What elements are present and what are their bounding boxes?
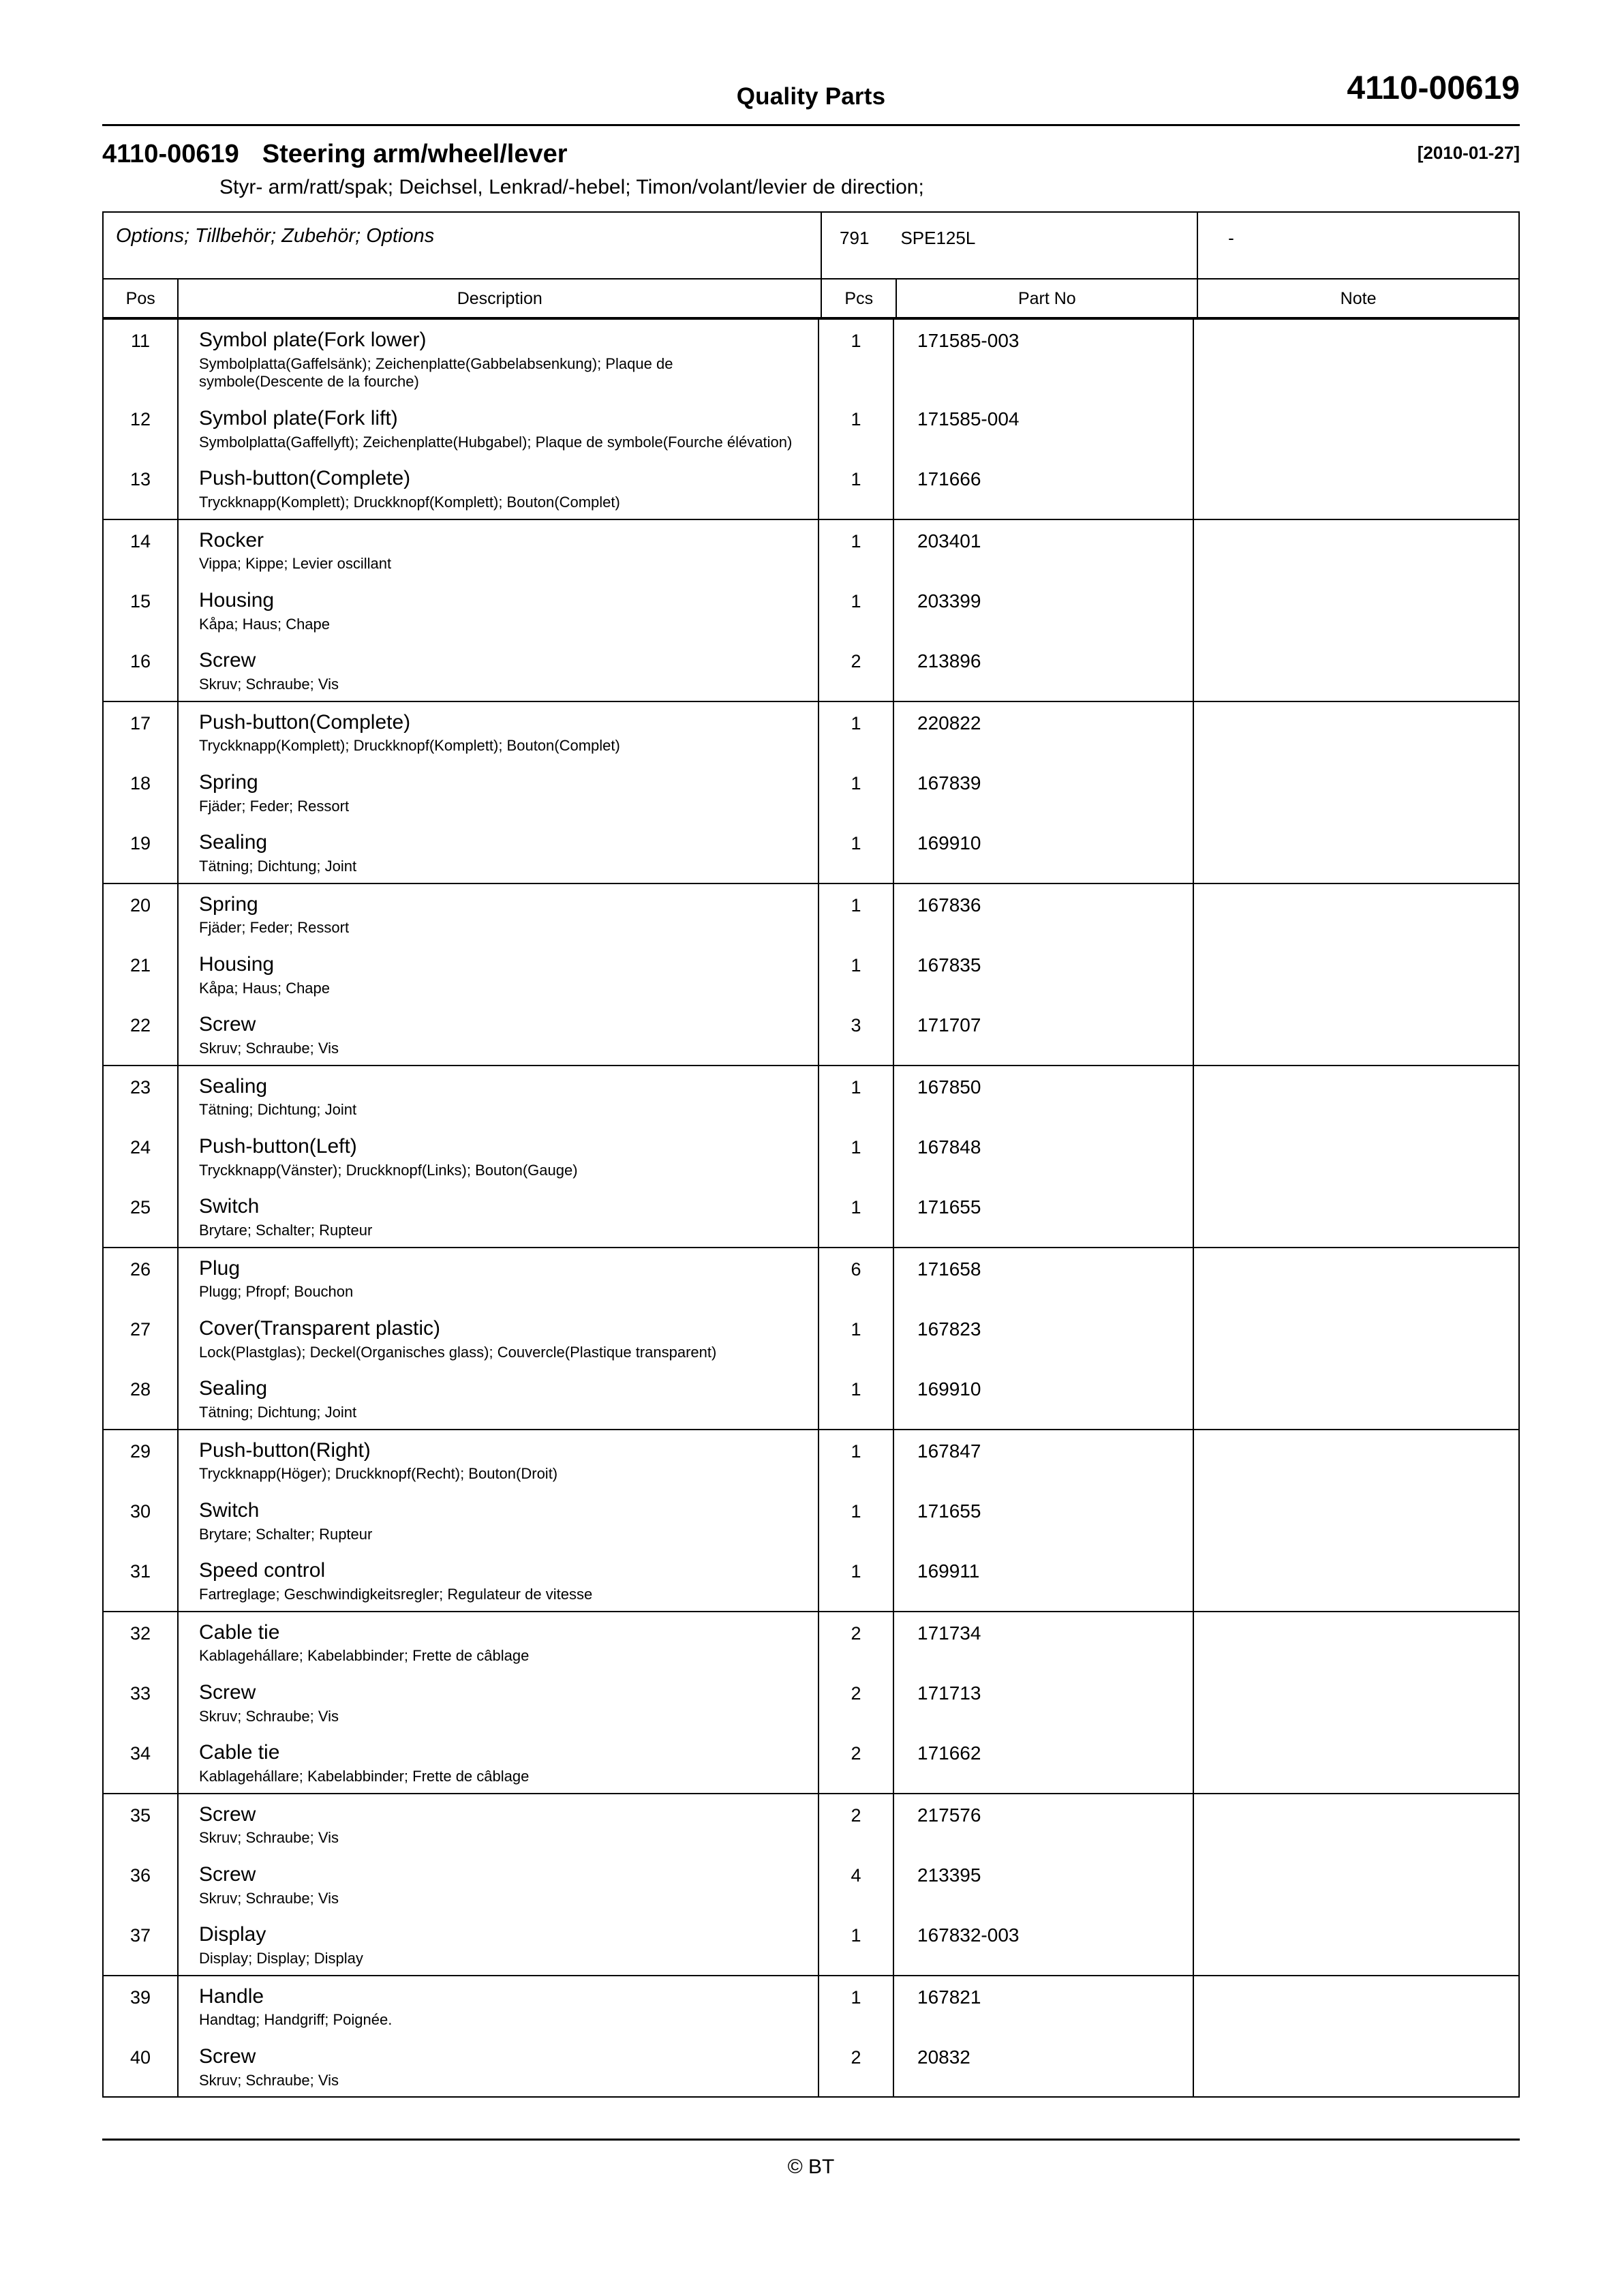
cell-pcs: 1 <box>819 822 894 882</box>
part-name: Housing <box>199 953 275 976</box>
part-name-translations: Symbolplatta(Gaffelsänk); Zeichenplatte(Gabbelabsenkung); Plaque de symbole(Descente de la fourche) <box>199 354 673 391</box>
cell-pcs: 1 <box>819 1976 894 2036</box>
cell-note <box>1194 1854 1518 1914</box>
cell-part-no: 171666 <box>894 458 1194 518</box>
cell-description <box>179 640 819 700</box>
part-name-translations: Fjäder; Feder; Ressort <box>199 797 350 815</box>
table-group-cell <box>103 701 1519 883</box>
cell-note <box>1194 944 1518 1004</box>
cell-part-no: 167836 <box>894 884 1194 944</box>
parts-table <box>102 211 1520 318</box>
table-row <box>104 702 1518 762</box>
column-header-description: Description <box>178 279 821 318</box>
cell-pcs: 1 <box>819 1550 894 1610</box>
table-row <box>104 580 1518 640</box>
cell-note <box>1194 1004 1518 1064</box>
cell-pcs: 2 <box>819 640 894 700</box>
title-block <box>102 126 1520 211</box>
cell-part-no: 217576 <box>894 1794 1194 1854</box>
cell-note <box>1194 1794 1518 1854</box>
part-name-translations: Kablagehállare; Kabelabbinder; Frette de câblage <box>199 1767 530 1785</box>
table-group <box>103 1612 1519 1794</box>
cell-note <box>1194 458 1518 518</box>
table-row <box>104 2036 1518 2096</box>
table-row <box>104 1854 1518 1914</box>
part-name: Cable tie <box>199 1741 280 1764</box>
table-row <box>104 1308 1518 1368</box>
table-row <box>104 762 1518 822</box>
cell-pos: 16 <box>104 640 179 700</box>
table-group <box>103 319 1519 519</box>
cell-pos: 27 <box>104 1308 179 1368</box>
table-row <box>104 1976 1518 2036</box>
options-row <box>103 212 1519 279</box>
part-name: Speed control <box>199 1559 326 1582</box>
cell-note <box>1194 762 1518 822</box>
part-name-translations: Skruv; Schraube; Vis <box>199 2071 339 2089</box>
table-row <box>104 1248 1518 1308</box>
table-group <box>103 1066 1519 1248</box>
cell-description <box>179 320 819 398</box>
cell-pcs: 1 <box>819 520 894 580</box>
part-name-translations: Display; Display; Display <box>199 1949 363 1967</box>
table-row <box>104 1612 1518 1672</box>
cell-pos: 22 <box>104 1004 179 1064</box>
table-row <box>104 1672 1518 1732</box>
cell-pcs: 1 <box>819 944 894 1004</box>
cell-pcs: 1 <box>819 1308 894 1368</box>
table-group-cell <box>103 1612 1519 1794</box>
table-row <box>104 1066 1518 1126</box>
cell-pcs: 3 <box>819 1004 894 1064</box>
table-group <box>103 1430 1519 1612</box>
cell-pos: 12 <box>104 398 179 458</box>
cell-pcs: 1 <box>819 1066 894 1126</box>
title-subtitle: Styr- arm/ratt/spak; Deichsel, Lenkrad/-hebel; Timon/volant/levier de direction; <box>219 176 924 198</box>
part-name: Cover(Transparent plastic) <box>199 1317 441 1340</box>
cell-note <box>1194 1186 1518 1246</box>
cell-pos: 30 <box>104 1490 179 1550</box>
table-group-cell <box>103 519 1519 701</box>
part-name-translations: Tryckknapp(Höger); Druckknopf(Recht); Bouton(Droit) <box>199 1465 558 1483</box>
cell-description <box>179 1854 819 1914</box>
cell-part-no: 203399 <box>894 580 1194 640</box>
options-label: Options; Tillbehör; Zubehör; Options <box>103 212 821 279</box>
cell-part-no: 213896 <box>894 640 1194 700</box>
part-name: Cable tie <box>199 1620 280 1644</box>
cell-part-no: 167823 <box>894 1308 1194 1368</box>
cell-part-no: 213395 <box>894 1854 1194 1914</box>
part-name-translations: Kåpa; Haus; Chape <box>199 979 331 997</box>
part-name-translations: Kåpa; Haus; Chape <box>199 615 331 633</box>
part-name-translations: Skruv; Schraube; Vis <box>199 1889 339 1907</box>
table-row <box>104 458 1518 518</box>
part-name-translations: Lock(Plastglas); Deckel(Organisches glass); Couvercle(Plastique transparent) <box>199 1343 717 1361</box>
cell-note <box>1194 1066 1518 1126</box>
part-name: Spring <box>199 892 258 916</box>
table-row <box>104 398 1518 458</box>
cell-part-no: 171662 <box>894 1732 1194 1792</box>
cell-pos: 40 <box>104 2036 179 2096</box>
page-header <box>102 65 1520 119</box>
part-name-translations: Symbolplatta(Gaffellyft); Zeichenplatte(Hubgabel); Plaque de symbole(Fourche élévation) <box>199 433 793 451</box>
cell-pcs: 1 <box>819 1490 894 1550</box>
cell-pcs: 1 <box>819 1430 894 1490</box>
part-name-translations: Skruv; Schraube; Vis <box>199 1039 339 1057</box>
part-name: Spring <box>199 771 258 794</box>
part-name: Screw <box>199 649 256 672</box>
part-name: Symbol plate(Fork lift) <box>199 407 398 430</box>
cell-note <box>1194 1430 1518 1490</box>
cell-part-no: 167821 <box>894 1976 1194 2036</box>
part-name: Screw <box>199 2045 256 2068</box>
cell-pos: 19 <box>104 822 179 882</box>
options-code-3: - <box>1197 212 1519 279</box>
cell-description <box>179 1186 819 1246</box>
cell-pcs: 1 <box>819 884 894 944</box>
cell-pos: 34 <box>104 1732 179 1792</box>
cell-description <box>179 1550 819 1610</box>
cell-part-no: 171585-004 <box>894 398 1194 458</box>
part-name: Plug <box>199 1256 241 1280</box>
cell-pos: 24 <box>104 1126 179 1186</box>
cell-pos: 15 <box>104 580 179 640</box>
cell-note <box>1194 520 1518 580</box>
cell-part-no: 171658 <box>894 1248 1194 1308</box>
cell-description <box>179 398 819 458</box>
table-group <box>103 883 1519 1066</box>
table-group-cell <box>103 1430 1519 1612</box>
cell-part-no: 171734 <box>894 1612 1194 1672</box>
table-group <box>103 1794 1519 1976</box>
cell-note <box>1194 1672 1518 1732</box>
part-name: Screw <box>199 1863 256 1886</box>
table-row <box>104 1550 1518 1610</box>
cell-part-no: 20832 <box>894 2036 1194 2096</box>
cell-note <box>1194 1612 1518 1672</box>
table-row <box>104 884 1518 944</box>
cell-description <box>179 1248 819 1308</box>
table-group-cell <box>103 1794 1519 1976</box>
part-name-translations: Plugg; Pfropf; Bouchon <box>199 1283 354 1301</box>
table-row <box>104 1004 1518 1064</box>
cell-description <box>179 1430 819 1490</box>
cell-note <box>1194 822 1518 882</box>
cell-pcs: 1 <box>819 762 894 822</box>
cell-description <box>179 1612 819 1672</box>
cell-note <box>1194 1732 1518 1792</box>
footer-copyright: © BT <box>787 2156 835 2179</box>
cell-pcs: 1 <box>819 1368 894 1428</box>
table-row <box>104 944 1518 1004</box>
cell-description <box>179 458 819 518</box>
cell-pos: 25 <box>104 1186 179 1246</box>
part-name: Sealing <box>199 1074 268 1098</box>
cell-part-no: 220822 <box>894 702 1194 762</box>
column-header-note: Note <box>1197 279 1519 318</box>
cell-note <box>1194 1126 1518 1186</box>
cell-description <box>179 1126 819 1186</box>
cell-description <box>179 1066 819 1126</box>
part-name: Handle <box>199 1984 264 2008</box>
part-name: Screw <box>199 1013 256 1036</box>
cell-part-no: 167847 <box>894 1430 1194 1490</box>
cell-note <box>1194 580 1518 640</box>
options-code-1: 791 <box>840 228 870 248</box>
cell-part-no: 171585-003 <box>894 320 1194 398</box>
part-name-translations: Tryckknapp(Komplett); Druckknopf(Komplett); Bouton(Complet) <box>199 737 620 755</box>
cell-part-no: 167848 <box>894 1126 1194 1186</box>
cell-note <box>1194 398 1518 458</box>
cell-pcs: 1 <box>819 1186 894 1246</box>
options-code-2: SPE125L <box>900 228 976 248</box>
table-row <box>104 1368 1518 1428</box>
page-title: Steering arm/wheel/lever <box>262 140 568 168</box>
footer-divider <box>102 2139 1520 2141</box>
part-name-translations: Tryckknapp(Vänster); Druckknopf(Links); Bouton(Gauge) <box>199 1161 578 1179</box>
table-group <box>103 701 1519 883</box>
part-name-translations: Tätning; Dichtung; Joint <box>199 1101 357 1119</box>
cell-pos: 17 <box>104 702 179 762</box>
cell-description <box>179 520 819 580</box>
table-row <box>104 1732 1518 1792</box>
cell-note <box>1194 2036 1518 2096</box>
part-name-translations: Skruv; Schraube; Vis <box>199 1829 339 1847</box>
cell-pcs: 2 <box>819 1672 894 1732</box>
table-group-cell <box>103 883 1519 1066</box>
cell-pos: 21 <box>104 944 179 1004</box>
cell-note <box>1194 1368 1518 1428</box>
part-name: Housing <box>199 589 275 612</box>
table-row <box>104 520 1518 580</box>
part-name: Sealing <box>199 831 268 854</box>
cell-note <box>1194 884 1518 944</box>
cell-pos: 14 <box>104 520 179 580</box>
table-row <box>104 1794 1518 1854</box>
cell-pos: 23 <box>104 1066 179 1126</box>
cell-part-no: 169910 <box>894 822 1194 882</box>
cell-description <box>179 1308 819 1368</box>
part-name-translations: Brytare; Schalter; Rupteur <box>199 1221 373 1239</box>
table-group <box>103 519 1519 701</box>
cell-pcs: 1 <box>819 702 894 762</box>
cell-pcs: 2 <box>819 1732 894 1792</box>
part-name-translations: Handtag; Handgriff; Poignée. <box>199 2011 393 2029</box>
cell-part-no: 167835 <box>894 944 1194 1004</box>
part-name-translations: Vippa; Kippe; Levier oscillant <box>199 555 392 573</box>
table-row <box>104 822 1518 882</box>
column-header-pcs: Pcs <box>821 279 896 318</box>
table-row <box>104 1914 1518 1974</box>
cell-pos: 35 <box>104 1794 179 1854</box>
cell-description <box>179 1976 819 2036</box>
cell-pos: 37 <box>104 1914 179 1974</box>
title-number: 4110-00619 <box>102 140 239 168</box>
part-name: Display <box>199 1923 266 1946</box>
table-group <box>103 1976 1519 2098</box>
cell-pcs: 1 <box>819 320 894 398</box>
table-row <box>104 320 1518 398</box>
cell-note <box>1194 702 1518 762</box>
part-name-translations: Fartreglage; Geschwindigkeitsregler; Regulateur de vitesse <box>199 1585 593 1603</box>
part-name: Rocker <box>199 528 264 552</box>
table-group <box>103 1248 1519 1430</box>
cell-part-no: 171707 <box>894 1004 1194 1064</box>
cell-pcs: 1 <box>819 580 894 640</box>
cell-description <box>179 822 819 882</box>
part-name-translations: Skruv; Schraube; Vis <box>199 675 339 693</box>
table-row <box>104 640 1518 700</box>
cell-description <box>179 884 819 944</box>
options-codes <box>821 212 1197 279</box>
column-header-part-no: Part No <box>896 279 1197 318</box>
cell-part-no: 169911 <box>894 1550 1194 1610</box>
part-name-translations: Skruv; Schraube; Vis <box>199 1707 339 1725</box>
cell-note <box>1194 1550 1518 1610</box>
document-number-header: 4110-00619 <box>1347 70 1520 106</box>
cell-description <box>179 1368 819 1428</box>
cell-note <box>1194 1976 1518 2036</box>
table-row <box>104 1490 1518 1550</box>
cell-pcs: 1 <box>819 1914 894 1974</box>
table-row <box>104 1430 1518 1490</box>
part-name: Switch <box>199 1195 260 1218</box>
part-name: Symbol plate(Fork lower) <box>199 329 427 351</box>
table-group-cell <box>103 319 1519 519</box>
part-name: Push-button(Right) <box>199 1438 371 1462</box>
cell-pos: 28 <box>104 1368 179 1428</box>
cell-part-no: 171655 <box>894 1490 1194 1550</box>
cell-part-no: 167850 <box>894 1066 1194 1126</box>
cell-pos: 13 <box>104 458 179 518</box>
cell-description <box>179 1914 819 1974</box>
cell-pcs: 6 <box>819 1248 894 1308</box>
cell-description <box>179 1004 819 1064</box>
cell-pos: 33 <box>104 1672 179 1732</box>
part-name-translations: Brytare; Schalter; Rupteur <box>199 1525 373 1543</box>
part-name-translations: Tätning; Dichtung; Joint <box>199 857 357 875</box>
cell-pos: 18 <box>104 762 179 822</box>
part-name: Push-button(Complete) <box>199 710 411 734</box>
cell-description <box>179 580 819 640</box>
cell-part-no: 203401 <box>894 520 1194 580</box>
cell-pcs: 1 <box>819 1126 894 1186</box>
cell-description <box>179 944 819 1004</box>
table-group-cell <box>103 1248 1519 1430</box>
cell-part-no: 167832-003 <box>894 1914 1194 1974</box>
cell-description <box>179 762 819 822</box>
part-name: Screw <box>199 1802 256 1826</box>
revision-date: [2010-01-27] <box>1417 142 1520 163</box>
table-header-row <box>103 279 1519 318</box>
part-name: Screw <box>199 1681 256 1704</box>
part-name-translations: Tryckknapp(Komplett); Druckknopf(Komplett); Bouton(Complet) <box>199 493 620 511</box>
cell-description <box>179 1732 819 1792</box>
cell-pcs: 1 <box>819 398 894 458</box>
cell-note <box>1194 1490 1518 1550</box>
table-row <box>104 1186 1518 1246</box>
cell-pos: 20 <box>104 884 179 944</box>
part-name: Sealing <box>199 1377 268 1400</box>
cell-part-no: 167839 <box>894 762 1194 822</box>
cell-pos: 39 <box>104 1976 179 2036</box>
cell-description <box>179 2036 819 2096</box>
cell-pos: 36 <box>104 1854 179 1914</box>
cell-note <box>1194 640 1518 700</box>
column-header-pos: Pos <box>103 279 178 318</box>
cell-description <box>179 1794 819 1854</box>
part-name-translations: Fjäder; Feder; Ressort <box>199 919 350 937</box>
cell-description <box>179 1490 819 1550</box>
cell-part-no: 171713 <box>894 1672 1194 1732</box>
cell-note <box>1194 1308 1518 1368</box>
cell-pcs: 2 <box>819 1794 894 1854</box>
part-name-translations: Kablagehállare; Kabelabbinder; Frette de câblage <box>199 1647 530 1665</box>
cell-note <box>1194 320 1518 398</box>
cell-pcs: 2 <box>819 2036 894 2096</box>
table-group-cell <box>103 1976 1519 2098</box>
parts-table-body <box>102 318 1520 2098</box>
cell-part-no: 169910 <box>894 1368 1194 1428</box>
cell-pos: 29 <box>104 1430 179 1490</box>
cell-part-no: 171655 <box>894 1186 1194 1246</box>
part-name-translations: Tätning; Dichtung; Joint <box>199 1403 357 1421</box>
cell-pcs: 2 <box>819 1612 894 1672</box>
table-row <box>104 1126 1518 1186</box>
cell-description <box>179 1672 819 1732</box>
cell-pcs: 4 <box>819 1854 894 1914</box>
cell-pcs: 1 <box>819 458 894 518</box>
part-name: Push-button(Complete) <box>199 467 411 490</box>
part-name: Switch <box>199 1499 260 1522</box>
cell-description <box>179 702 819 762</box>
cell-pos: 26 <box>104 1248 179 1308</box>
cell-pos: 31 <box>104 1550 179 1610</box>
cell-note <box>1194 1914 1518 1974</box>
part-name: Push-button(Left) <box>199 1135 357 1158</box>
cell-pos: 32 <box>104 1612 179 1672</box>
cell-pos: 11 <box>104 320 179 398</box>
quality-parts-label: Quality Parts <box>736 83 886 110</box>
cell-note <box>1194 1248 1518 1308</box>
table-group-cell <box>103 1066 1519 1248</box>
